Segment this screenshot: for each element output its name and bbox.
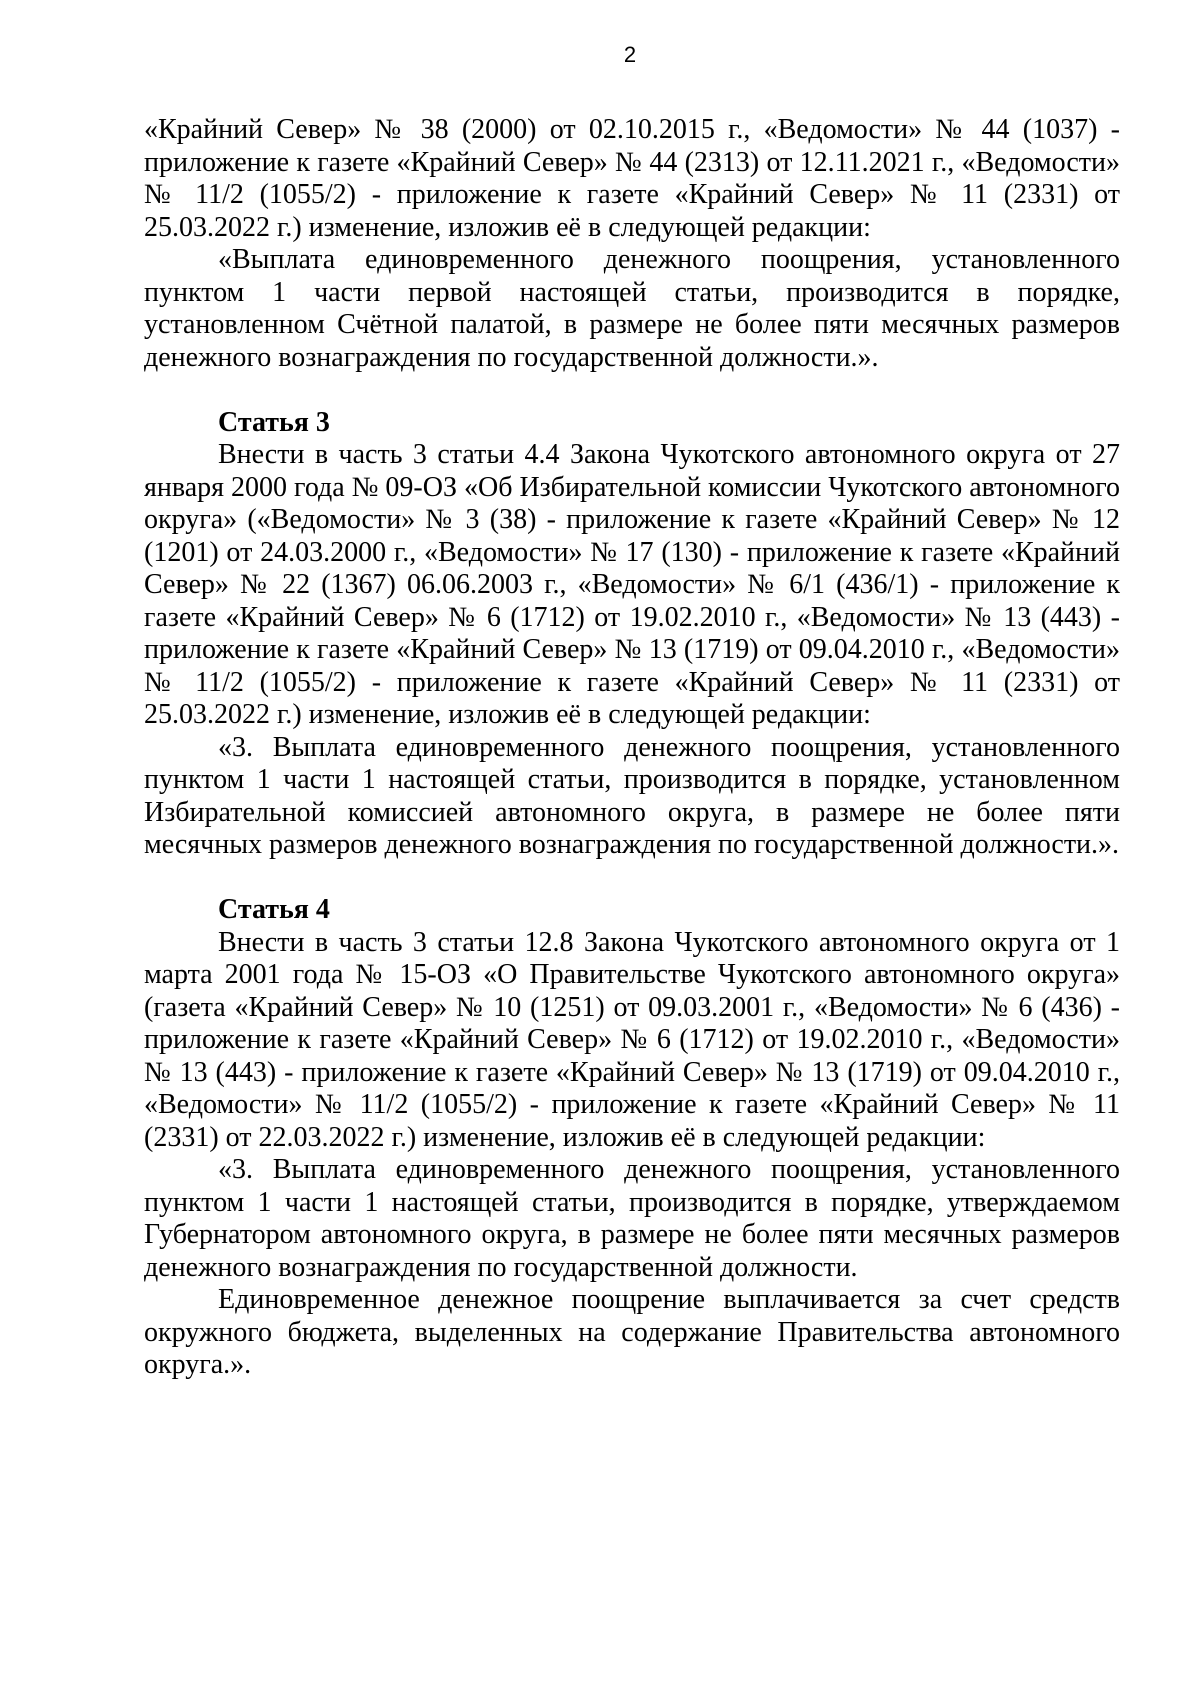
section-gap	[144, 862, 1120, 895]
article-4-heading: Статья 4	[218, 894, 330, 925]
document-body	[144, 114, 1120, 1382]
intro-quote-paragraph: «Выплата единовременного денежного поощрения, установленного пунктом 1 части первой настоящей статьи, производится в порядке, установленном Счётной палатой, в размере не более пяти месячных размеров денежного вознаграждения по государственной должности.».	[144, 244, 1120, 373]
article-3-quote: «3. Выплата единовременного денежного поощрения, установленного пунктом 1 части 1 настоящей статьи, производится в порядке, установленном Избирательной комиссией автономного округа, в размере не более пяти месячных размеров денежного вознаграждения по государственной должности.».	[144, 731, 1120, 860]
article-4-text: Внести в часть 3 статьи 12.8 Закона Чукотского автономного округа от 1 марта 2001 года № 15-ОЗ «О Правительстве Чукотского автономного округа» (газета «Крайний Север» № 10 (1251) от 09.03.2001 г., «Ведомости» № 6 (436) - приложение к газете «Крайний Север» № 6 (1712) от 19.02.2010 г., «Ведомости» № 13 (443) - приложение к газете «Крайний Север» № 13 (1719) от 09.04.2010 г., «Ведомости» № 11/2 (1055/2) - приложение к газете «Крайний Север» № 11 (2331) от 22.03.2022 г.) изменение, изложив её в следующей редакции:	[144, 926, 1120, 1153]
article-3-heading: Статья 3	[218, 406, 330, 438]
section-gap	[144, 374, 1120, 407]
page-number: 2	[623, 42, 637, 67]
intro-continuation-paragraph: «Крайний Север» № 38 (2000) от 02.10.2015 г., «Ведомости» № 44 (1037) - приложение к газете «Крайний Север» № 44 (2313) от 12.11.2021 г., «Ведомости» № 11/2 (1055/2) - приложение к газете «Крайний Север» № 11 (2331) от 25.03.2022 г.) изменение, изложив её в следующей редакции:	[144, 114, 1120, 243]
article-4-quote: «3. Выплата единовременного денежного поощрения, установленного пунктом 1 части 1 настоящей статьи, производится в порядке, утверждаемом Губернатором автономного округа, в размере не более пяти месячных размеров денежного вознаграждения по государственной должности.	[144, 1154, 1120, 1283]
article-4-quote-continuation: Единовременное денежное поощрение выплачивается за счет средств окружного бюджета, выделенных на содержание Правительства автономного округа.».	[144, 1284, 1120, 1380]
article-3-text: Внести в часть 3 статьи 4.4 Закона Чукотского автономного округа от 27 января 2000 года № 09-ОЗ «Об Избирательной комиссии Чукотского автономного округа» («Ведомости» № 3 (38) - приложение к газете «Крайний Север» № 12 (1201) от 24.03.2000 г., «Ведомости» № 17 (130) - приложение к газете «Крайний Север» № 22 (1367) 06.06.2003 г., «Ведомости» № 6/1 (436/1) - приложение к газете «Крайний Север» № 6 (1712) от 19.02.2010 г., «Ведомости» № 13 (443) - приложение к газете «Крайний Север» № 13 (1719) от 09.04.2010 г., «Ведомости» № 11/2 (1055/2) - приложение к газете «Крайний Север» № 11 (2331) от 25.03.2022 г.) изменение, изложив её в следующей редакции:	[144, 439, 1120, 730]
